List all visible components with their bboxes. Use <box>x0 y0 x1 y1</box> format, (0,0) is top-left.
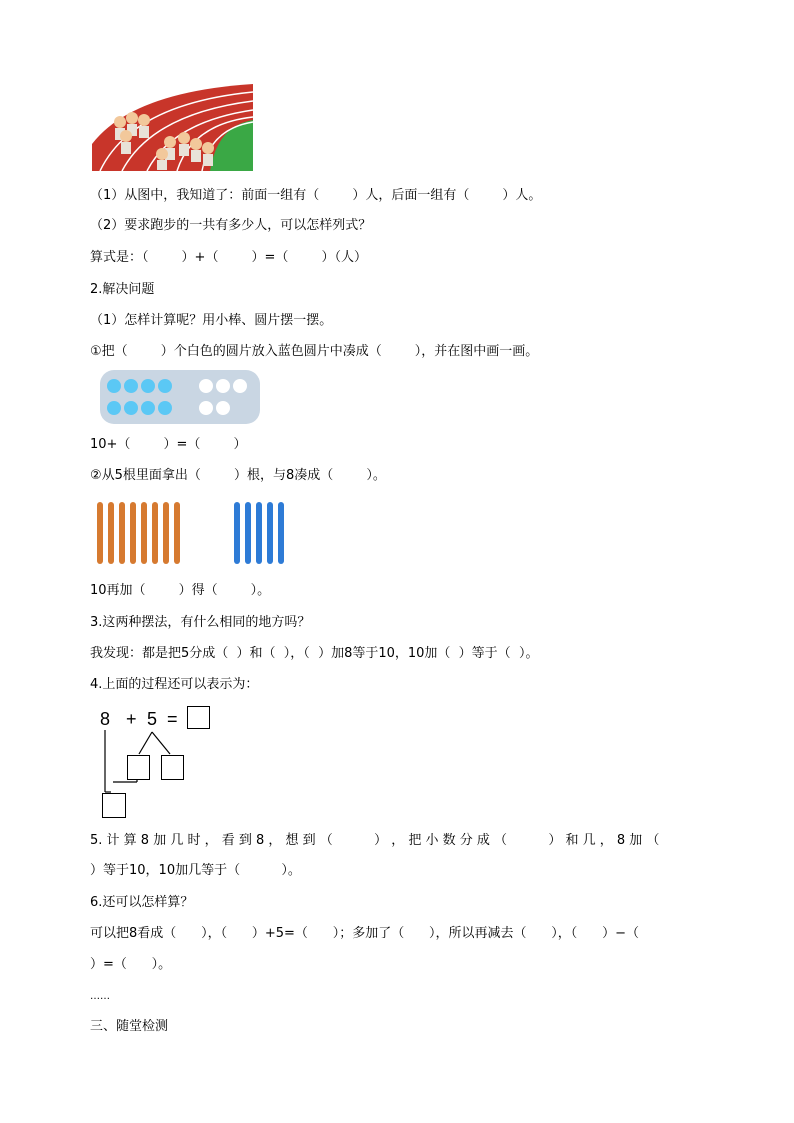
sticks-instruction: ②从5根里面拿出（ ）根，与8凑成（ ）。 <box>90 468 386 483</box>
split-box-right[interactable] <box>161 755 184 780</box>
plus-sign: + <box>126 709 137 729</box>
ellipsis: …… <box>90 991 110 1002</box>
question-5-line-2: ）等于10，10加几等于（ ）。 <box>90 863 301 878</box>
question-2-line: （2）要求跑步的一共有多少人，可以怎样列式？ <box>90 218 372 233</box>
counters-equation: 10+（ ）=（ ） <box>90 437 247 452</box>
section-3-heading: 3.这两种摆法，有什么相同的地方吗？ <box>90 615 311 630</box>
question-6-line-2: ）=（ ）。 <box>90 957 172 972</box>
question-1-line: （1）从图中，我知道了：前面一组有（ ）人，后面一组有（ ）人。 <box>90 188 542 203</box>
formula-line: 算式是：（ ）+（ ）=（ ）（人） <box>90 250 367 265</box>
ten-box[interactable] <box>102 793 126 818</box>
section-2-heading: 2.解决问题 <box>90 282 155 297</box>
section-4-heading: 4.上面的过程还可以表示为： <box>90 677 259 692</box>
orange-sticks <box>97 502 180 564</box>
addend-5: 5 <box>147 709 158 729</box>
sticks-equation: 10再加（ ）得（ ）。 <box>90 583 271 598</box>
equals-sign: = <box>167 709 178 729</box>
running-track-illustration <box>92 84 253 171</box>
answer-box[interactable] <box>187 706 210 729</box>
discovery-line: 我发现：都是把5分成（ ）和（ ），（ ）加8等于10，10加（ ）等于（ ）。 <box>90 646 539 661</box>
question-6-line-1: 可以把8看成（ ），（ ）+5=（ ）；多加了（ ），所以再减去（ ），（ ）−（ <box>90 926 639 941</box>
question-5-line-1: 5. 计 算 8 加 几 时 ， 看 到 8 ， 想 到 （ ） ， 把 小 数 分 成 （ ） 和 几 ， 8 加 （ <box>90 833 660 848</box>
section-6-heading: 6.还可以怎样算？ <box>90 895 194 910</box>
section-3-title: 三、随堂检测 <box>90 1019 169 1034</box>
addend-8: 8 <box>100 709 111 729</box>
counters-tray <box>100 370 260 424</box>
blue-sticks <box>234 502 284 564</box>
sticks-illustration <box>95 500 305 566</box>
split-box-left[interactable] <box>127 755 150 780</box>
subquestion-1-line: （1）怎样计算呢？用小棒、圆片摆一摆。 <box>90 313 333 328</box>
counters-instruction: ①把（ ）个白色的圆片放入蓝色圆片中凑成（ ），并在图中画一画。 <box>90 344 539 359</box>
